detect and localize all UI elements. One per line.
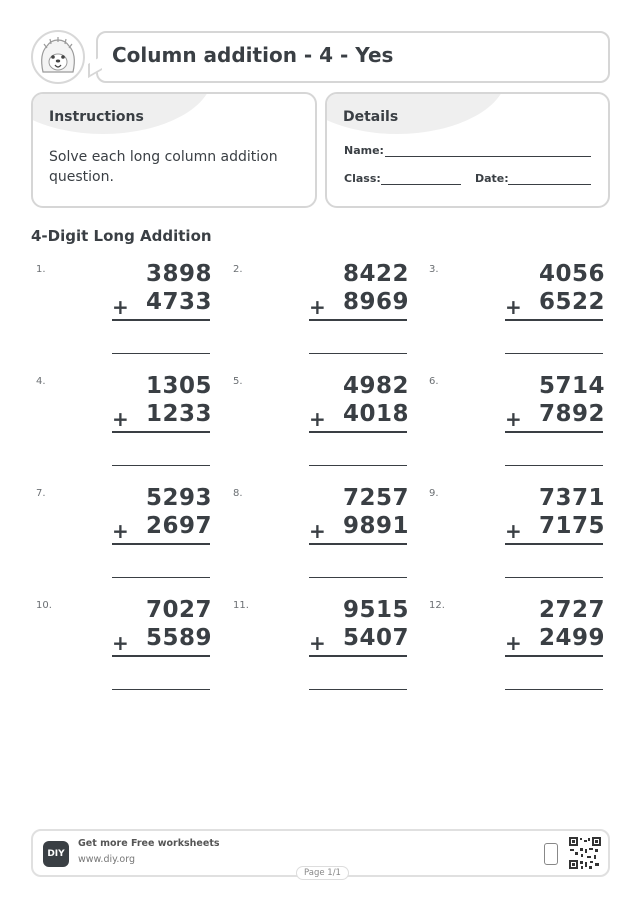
plus-sign: +: [112, 407, 129, 431]
plus-sign: +: [505, 631, 522, 655]
sum-bar: [505, 543, 603, 545]
sum-bar: [505, 655, 603, 657]
sum-bar: [112, 319, 210, 321]
sum-bar: [505, 319, 603, 321]
details-heading: Details: [343, 109, 399, 125]
question-number: 1.: [36, 264, 46, 275]
plus-sign: +: [309, 519, 326, 543]
addend-bottom: 2697: [145, 513, 212, 539]
sum-bar: [112, 543, 210, 545]
plus-sign: +: [112, 631, 129, 655]
answer-line[interactable]: [309, 353, 407, 354]
plus-sign: +: [505, 295, 522, 319]
addend-bottom: 4018: [342, 401, 409, 427]
answer-line[interactable]: [505, 465, 603, 466]
question-number: 11.: [233, 600, 249, 611]
question-number: 7.: [36, 488, 46, 499]
question-number: 6.: [429, 376, 439, 387]
addend-bottom: 7892: [538, 401, 605, 427]
addend-top: 7371: [538, 485, 605, 511]
footer-url[interactable]: www.diy.org: [78, 854, 135, 865]
answer-line[interactable]: [309, 577, 407, 578]
answer-line[interactable]: [112, 689, 210, 690]
addend-bottom: 7175: [538, 513, 605, 539]
answer-line[interactable]: [505, 577, 603, 578]
plus-sign: +: [309, 407, 326, 431]
addend-top: 4056: [538, 261, 605, 287]
question-number: 2.: [233, 264, 243, 275]
page-indicator: Page 1/1: [296, 866, 349, 880]
addend-bottom: 2499: [538, 625, 605, 651]
instructions-text: Solve each long column addition question.: [49, 149, 278, 185]
addend-top: 3898: [145, 261, 212, 287]
question-number: 3.: [429, 264, 439, 275]
addend-bottom: 8969: [342, 289, 409, 315]
sum-bar: [309, 543, 407, 545]
details-panel: [325, 92, 610, 208]
instructions-heading: Instructions: [49, 109, 144, 125]
plus-sign: +: [112, 519, 129, 543]
sum-bar: [309, 319, 407, 321]
answer-line[interactable]: [112, 577, 210, 578]
addend-top: 5293: [145, 485, 212, 511]
phone-icon: [544, 843, 558, 865]
question-number: 10.: [36, 600, 52, 611]
date-field[interactable]: [508, 184, 591, 185]
diy-logo-icon: DIY: [43, 841, 69, 867]
date-label: Date:: [475, 172, 509, 185]
class-field[interactable]: [381, 184, 461, 185]
question-number: 8.: [233, 488, 243, 499]
plus-sign: +: [505, 407, 522, 431]
addend-bottom: 9891: [342, 513, 409, 539]
answer-line[interactable]: [112, 465, 210, 466]
addend-top: 7027: [145, 597, 212, 623]
question-number: 5.: [233, 376, 243, 387]
addend-top: 1305: [145, 373, 212, 399]
question-number: 4.: [36, 376, 46, 387]
sum-bar: [112, 431, 210, 433]
addend-top: 4982: [342, 373, 409, 399]
name-label: Name:: [344, 144, 384, 157]
addend-top: 2727: [538, 597, 605, 623]
instructions-panel: [31, 92, 317, 208]
answer-line[interactable]: [309, 465, 407, 466]
answer-line[interactable]: [112, 353, 210, 354]
addend-bottom: 4733: [145, 289, 212, 315]
addend-top: 9515: [342, 597, 409, 623]
page-title: Column addition - 4 - Yes: [112, 43, 394, 67]
addend-bottom: 1233: [145, 401, 212, 427]
answer-line[interactable]: [505, 353, 603, 354]
addend-bottom: 5407: [342, 625, 409, 651]
plus-sign: +: [309, 295, 326, 319]
sum-bar: [309, 431, 407, 433]
question-number: 9.: [429, 488, 439, 499]
class-label: Class:: [344, 172, 381, 185]
addend-top: 8422: [342, 261, 409, 287]
plus-sign: +: [112, 295, 129, 319]
addend-top: 7257: [342, 485, 409, 511]
name-field[interactable]: [385, 156, 591, 157]
question-number: 12.: [429, 600, 445, 611]
sum-bar: [112, 655, 210, 657]
answer-line[interactable]: [309, 689, 407, 690]
answer-line[interactable]: [505, 689, 603, 690]
plus-sign: +: [309, 631, 326, 655]
sum-bar: [505, 431, 603, 433]
footer-promo-text: Get more Free worksheets: [78, 838, 220, 849]
mascot-face-icon: [31, 30, 85, 84]
addend-bottom: 6522: [538, 289, 605, 315]
section-title: 4-Digit Long Addition: [31, 227, 212, 245]
qr-code-icon: [569, 837, 601, 869]
addend-top: 5714: [538, 373, 605, 399]
plus-sign: +: [505, 519, 522, 543]
addend-bottom: 5589: [145, 625, 212, 651]
sum-bar: [309, 655, 407, 657]
